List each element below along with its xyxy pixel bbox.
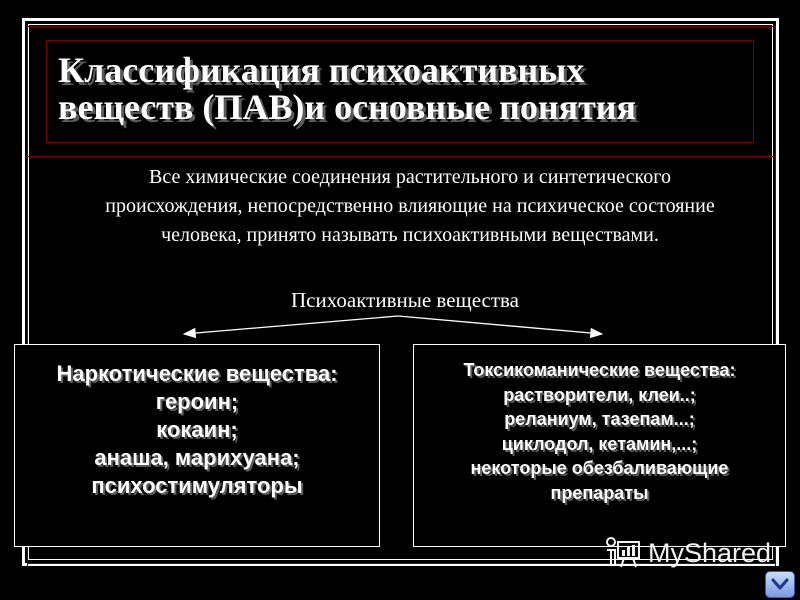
narcotic-box-line: кокаин;	[156, 417, 238, 442]
narcotic-box-line: героин;	[155, 389, 239, 414]
chevron-down-icon	[771, 578, 789, 592]
toxic-box-line: циклодол, кетамин,...;	[501, 433, 698, 454]
narcotic-box-line: анаша, марихуана;	[94, 445, 300, 470]
definition-text: Все химические соединения растительного и синтетического происхождения, непосредственно влияющие на психическое состояние человека, принято называть психоактивными веществами.	[105, 166, 715, 246]
myshared-watermark	[604, 533, 771, 573]
narcotic-substances-box	[14, 344, 380, 547]
category-heading: Психоактивные вещества	[290, 288, 519, 312]
toxic-box-line: Токсикоманические вещества:	[463, 360, 736, 380]
toxic-box-line: препараты	[550, 482, 649, 503]
watermark-text: MyShared	[648, 537, 772, 568]
narcotic-box-line: психостимуляторы	[91, 473, 303, 498]
slide-title-line-1: Классификация психоактивных	[58, 50, 585, 90]
narcotic-box-line: Наркотические вещества:	[56, 361, 338, 386]
scroll-down-button[interactable]	[765, 571, 795, 598]
arrow-right	[398, 316, 602, 334]
slide-title-line-2: веществ (ПАВ)и основные понятия	[58, 87, 637, 127]
toxic-box-line: реланиум, тазепам...;	[504, 409, 695, 429]
toxic-box-line: растворители, клеи..;	[503, 384, 696, 405]
toxic-substances-box	[413, 344, 786, 547]
toxic-box-line: некоторые обезбаливающие	[470, 458, 729, 478]
arrow-left	[184, 316, 398, 334]
presentation-board-icon	[604, 536, 642, 570]
